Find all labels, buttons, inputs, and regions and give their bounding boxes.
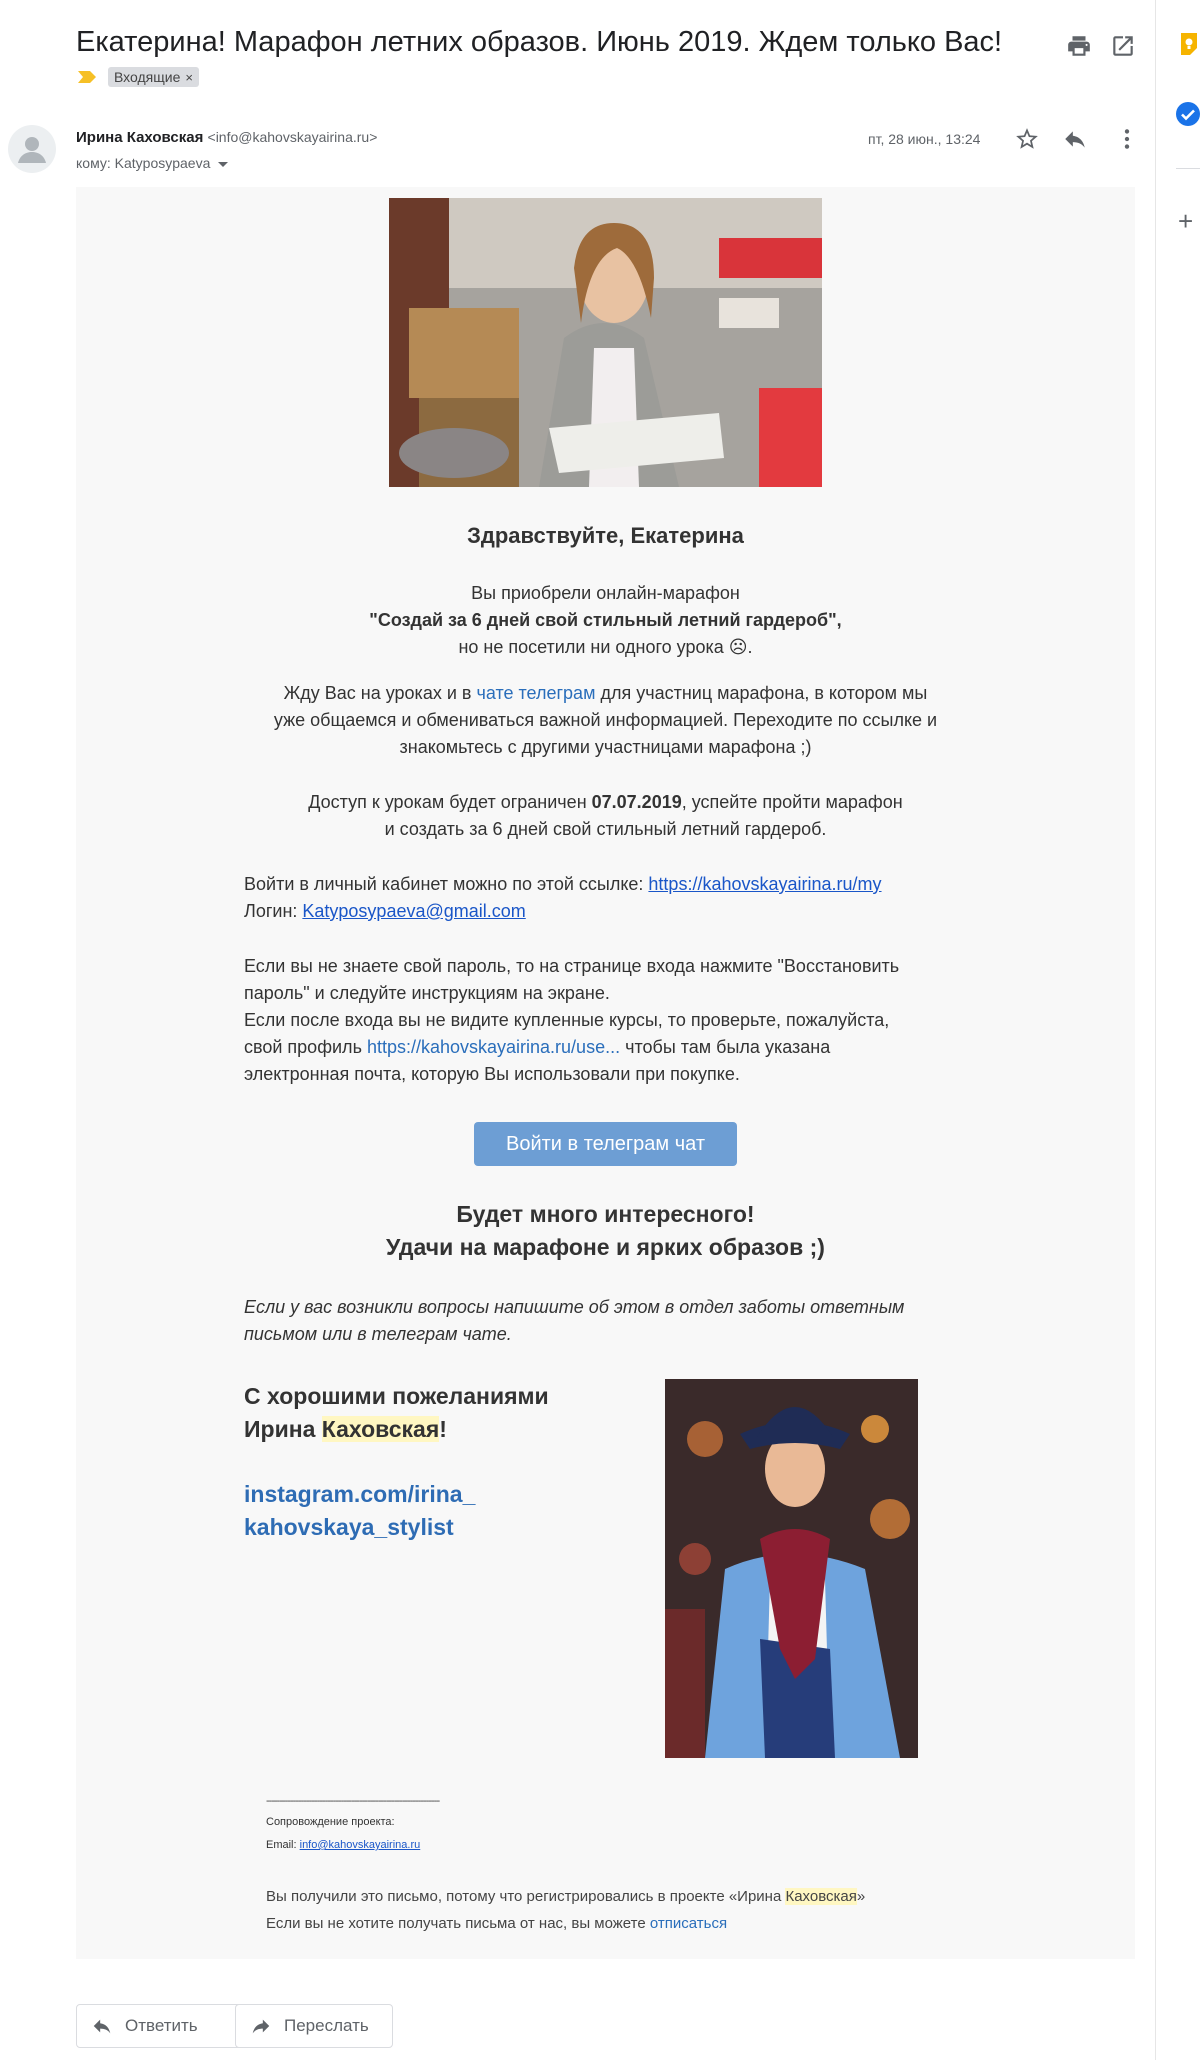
marathon-title: "Создай за 6 дней свой стильный летний гардероб", [369, 610, 842, 630]
purchase-paragraph [76, 580, 1135, 661]
chevron-down-icon[interactable] [218, 162, 228, 167]
footer-reason-before: Вы получили это письмо, потому что регистрировались в проекте «Ирина [266, 1888, 786, 1905]
person-icon [8, 125, 56, 173]
label-remove-button[interactable]: × [185, 70, 193, 85]
forward-button[interactable] [235, 2004, 393, 2048]
access-text-after: , успейте пройти марафон [681, 792, 903, 812]
login-label: Логин: [244, 901, 303, 921]
closing-line1: Будет много интересного! [456, 1201, 755, 1227]
telegram-text-line3: знакомьтесь с другими участницами марафона ;) [399, 737, 812, 757]
instagram-line1: instagram.com/irina_ [244, 1481, 476, 1507]
password-line1: Если вы не знаете свой пароль, то на странице входа нажмите "Восстановить [244, 956, 900, 976]
profile-link[interactable]: https://kahovskayairina.ru/use... [366, 1037, 621, 1057]
signature-exclamation: ! [439, 1416, 447, 1442]
keep-icon[interactable] [1178, 33, 1200, 55]
reply-icon [91, 2015, 113, 2037]
print-icon[interactable] [1066, 33, 1092, 59]
sender-email: <info@kahovskayairina.ru> [207, 129, 378, 145]
forward-icon [250, 2015, 272, 2037]
right-rail-border [1155, 0, 1156, 2060]
closing-message [76, 1198, 1135, 1264]
footer-email-label: Email: [266, 1839, 300, 1851]
greeting: Здравствуйте, Екатерина [467, 523, 744, 548]
sender-name[interactable]: Ирина Каховская [76, 129, 204, 146]
cabinet-link[interactable]: https://kahovskayairina.ru/my [648, 874, 882, 894]
add-icon[interactable]: + [1178, 206, 1194, 236]
profile-text-before: свой профиль [244, 1037, 367, 1057]
login-paragraph [244, 871, 984, 925]
access-text-before: Доступ к урокам будет ограничен [308, 792, 592, 812]
telegram-chat-link[interactable]: чате телеграм [476, 683, 596, 703]
more-vert-icon[interactable] [1114, 126, 1140, 152]
footer-email-line [266, 1839, 420, 1851]
portrait-photo [665, 1379, 918, 1758]
access-text-line2: и создать за 6 дней свой стильный летний гардероб. [384, 819, 827, 839]
recipient-name: Katyposypaeva [114, 155, 211, 171]
open-in-new-window-icon[interactable] [1110, 33, 1136, 59]
password-line5: электронная почта, которую Вы использовали при покупке. [244, 1064, 740, 1084]
telegram-chat-button[interactable]: Войти в телеграм чат [474, 1122, 737, 1166]
questions-note [244, 1294, 984, 1348]
footer-reason-after: » [856, 1888, 866, 1905]
label-chip-inbox [108, 67, 199, 87]
sender-line [76, 129, 377, 146]
footer-unsubscribe [266, 1915, 727, 1932]
reply-button[interactable] [76, 2004, 243, 2048]
sender-avatar[interactable] [8, 125, 56, 173]
signature [244, 1380, 549, 1446]
telegram-text-before: Жду Вас на уроках и в [283, 683, 477, 703]
login-text: Войти в личный кабинет можно по этой ссылке: [244, 874, 649, 894]
signature-first-name: Ирина [244, 1416, 322, 1442]
forward-button-label: Переслать [284, 2016, 369, 2035]
recipient-line[interactable] [76, 155, 228, 171]
unsubscribe-link[interactable]: отписаться [649, 1915, 728, 1932]
footer-reason [266, 1888, 865, 1905]
footer-reason-name: Каховская [785, 1888, 857, 1905]
no-lessons-line: но не посетили ни одного урока ☹. [458, 637, 753, 657]
reply-button-label: Ответить [125, 2016, 198, 2035]
rail-divider [1176, 168, 1200, 169]
access-paragraph [76, 789, 1135, 843]
footer-separator: ----------------------------------------------------------------- [266, 1795, 440, 1807]
footer-unsub-text: Если вы не хотите получать письма от нас, вы можете [266, 1915, 650, 1932]
instagram-line2: kahovskaya_stylist [244, 1514, 454, 1540]
reply-icon[interactable] [1062, 126, 1088, 152]
telegram-paragraph [76, 680, 1135, 761]
email-date: пт, 28 июн., 13:24 [868, 131, 981, 147]
purchase-line: Вы приобрели онлайн-марафон [471, 583, 740, 603]
importance-marker-icon[interactable] [78, 71, 96, 83]
footer-email-link[interactable]: info@kahovskayairina.ru [299, 1839, 421, 1851]
email-subject: Екатерина! Марафон летних образов. Июнь 2019. Ждем только Вас! [76, 26, 1003, 58]
access-deadline: 07.07.2019 [591, 792, 682, 812]
signature-last-name: Каховская [321, 1416, 440, 1442]
telegram-text-after: для участниц марафона, в котором мы [595, 683, 928, 703]
hero-photo [389, 198, 822, 487]
password-line3: Если после входа вы не видите купленные курсы, то проверьте, пожалуйста, [244, 1010, 890, 1030]
tasks-icon[interactable] [1176, 102, 1200, 126]
password-paragraph [244, 953, 984, 1088]
label-chip-text: Входящие [114, 69, 181, 85]
star-icon[interactable] [1014, 126, 1040, 152]
note-line1: Если у вас возникли вопросы напишите об этом в отдел заботы ответным [244, 1297, 905, 1317]
closing-line2: Удачи на марафоне и ярких образов ;) [386, 1234, 825, 1260]
signature-greeting: С хорошими пожеланиями [244, 1383, 549, 1409]
login-email-link[interactable]: Katyposypaeva@gmail.com [302, 901, 526, 921]
note-line2: письмом или в телеграм чате. [244, 1324, 512, 1344]
profile-text-after: чтобы там была указана [620, 1037, 831, 1057]
password-line2: пароль" и следуйте инструкциям на экране. [244, 983, 610, 1003]
instagram-link[interactable] [244, 1478, 475, 1544]
telegram-text-line2: уже общаемся и обмениваться важной информацией. Переходите по ссылке и [273, 710, 938, 730]
recipient-prefix: кому: [76, 155, 111, 171]
footer-support: Сопровождение проекта: [266, 1816, 395, 1828]
